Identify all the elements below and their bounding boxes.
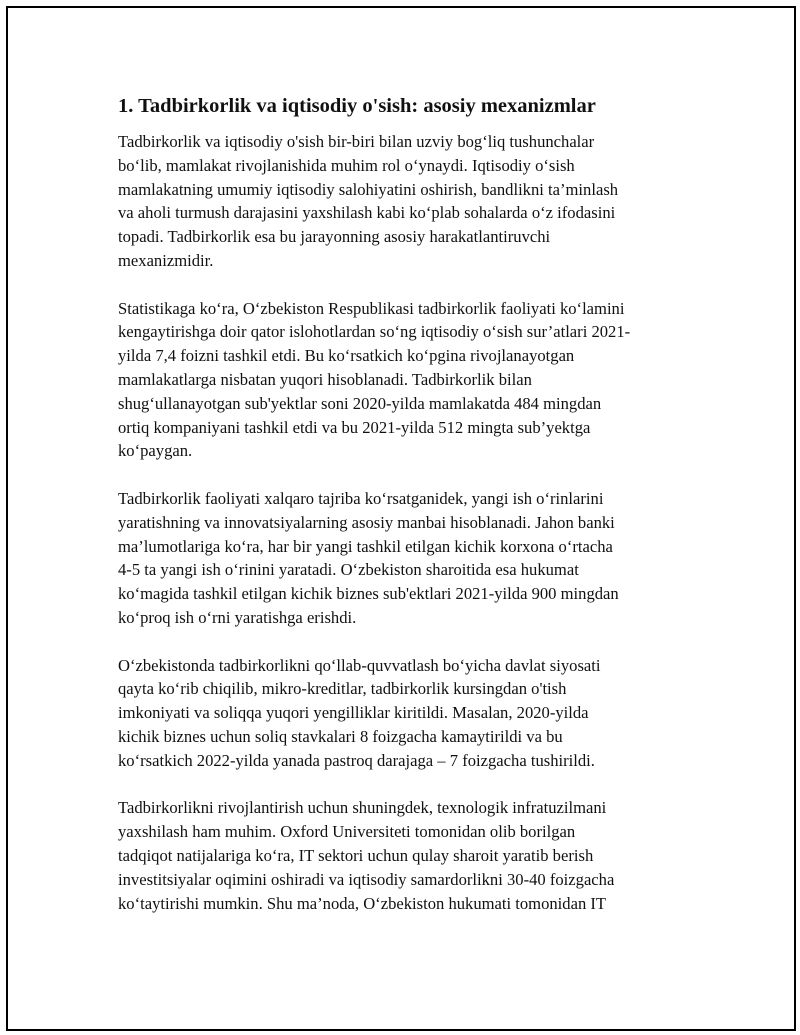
paragraph-line: Tadbirkorlik faoliyati xalqaro tajriba ko‘rsatganidek, yangi ish o‘rinlarini xyxy=(118,488,604,508)
paragraph-line: O‘zbekistonda tadbirkorlikni qo‘llab-quvvatlash bo‘yicha davlat siyosati xyxy=(118,655,601,675)
paragraph-line: yaratishning va innovatsiyalarning asosiy manbai hisoblanadi. Jahon banki xyxy=(118,512,615,532)
paragraph-line: imkoniyati va soliqqa yuqori yengilliklar kiritildi. Masalan, 2020-yilda xyxy=(118,703,589,723)
document-body xyxy=(118,92,686,939)
paragraph-line: tadqiqot natijalariga ko‘ra, IT sektori uchun qulay sharoit yaratib berish xyxy=(118,845,594,865)
paragraph-line: ko‘taytirishi mumkin. Shu ma’noda, O‘zbekiston hukumati tomonidan IT xyxy=(118,893,607,913)
paragraph-line: mamlakatlarga nisbatan yuqori hisoblanadi. Tadbirkorlik bilan xyxy=(118,369,532,389)
paragraph-1 xyxy=(118,130,686,273)
paragraph-line: ko‘magida tashkil etilgan kichik biznes sub'ektlari 2021-yilda 900 mingdan xyxy=(118,584,619,604)
paragraph-2 xyxy=(118,297,686,464)
paragraph-line: mexanizmidir. xyxy=(118,250,214,270)
paragraph-line: 4-5 ta yangi ish o‘rinini yaratadi. O‘zbekiston sharoitida esa hukumat xyxy=(118,560,579,580)
paragraph-line: kengaytirishga doir qator islohotlardan so‘ng iqtisodiy o‘sish sur’atlari 2021- xyxy=(118,322,631,342)
paragraph-line: qayta ko‘rib chiqilib, mikro-kreditlar, tadbirkorlik kursingdan o'tish xyxy=(118,679,567,699)
paragraph-line: topadi. Tadbirkorlik esa bu jarayonning asosiy harakatlantiruvchi xyxy=(118,227,551,247)
paragraph-line: ko‘paygan. xyxy=(118,441,193,461)
paragraph-4 xyxy=(118,654,686,773)
paragraph-line: ko‘proq ish o‘rni yaratishga erishdi. xyxy=(118,607,357,627)
paragraph-5 xyxy=(118,796,686,915)
paragraph-line: ortiq kompaniyani tashkil etdi va bu 2021-yilda 512 mingta sub’yektga xyxy=(118,417,591,437)
section-heading: 1. Tadbirkorlik va iqtisodiy o'sish: asosiy mexanizmlar xyxy=(118,95,596,117)
paragraph-line: yilda 7,4 foizni tashkil etdi. Bu ko‘rsatkich ko‘pgina rivojlanayotgan xyxy=(118,346,575,366)
paragraph-line: Tadbirkorlik va iqtisodiy o'sish bir-biri bilan uzviy bog‘liq tushunchalar xyxy=(118,132,595,151)
paragraph-line: mamlakatning umumiy iqtisodiy salohiyatini oshirish, bandlikni ta’minlash xyxy=(118,179,619,199)
paragraph-line: va aholi turmush darajasini yaxshilash kabi ko‘plab sohalarda o‘z ifodasini xyxy=(118,203,616,223)
paragraph-line: Tadbirkorlikni rivojlantirish uchun shuningdek, texnologik infratuzilmani xyxy=(118,798,607,818)
paragraph-line: bo‘lib, mamlakat rivojlanishida muhim rol o‘ynaydi. Iqtisodiy o‘sish xyxy=(118,155,575,175)
paragraph-line: shug‘ullanayotgan sub'yektlar soni 2020-yilda mamlakatda 484 mingdan xyxy=(118,393,602,413)
paragraph-line: kichik biznes uchun soliq stavkalari 8 foizgacha kamaytirildi va bu xyxy=(118,726,563,746)
paragraph-line: yaxshilash ham muhim. Oxford Universiteti tomonidan olib borilgan xyxy=(118,822,576,842)
paragraph-line: Statistikaga ko‘ra, O‘zbekiston Respublikasi tadbirkorlik faoliyati ko‘lamini xyxy=(118,298,625,318)
paragraph-line: ko‘rsatkich 2022-yilda yanada pastroq darajaga – 7 foizgacha tushirildi. xyxy=(118,750,595,770)
paragraph-line: ma’lumotlariga ko‘ra, har bir yangi tashkil etilgan kichik korxona o‘rtacha xyxy=(118,536,613,556)
paragraph-3 xyxy=(118,487,686,630)
paragraph-line: investitsiyalar oqimini oshiradi va iqtisodiy samardorlikni 30-40 foizgacha xyxy=(118,869,615,889)
